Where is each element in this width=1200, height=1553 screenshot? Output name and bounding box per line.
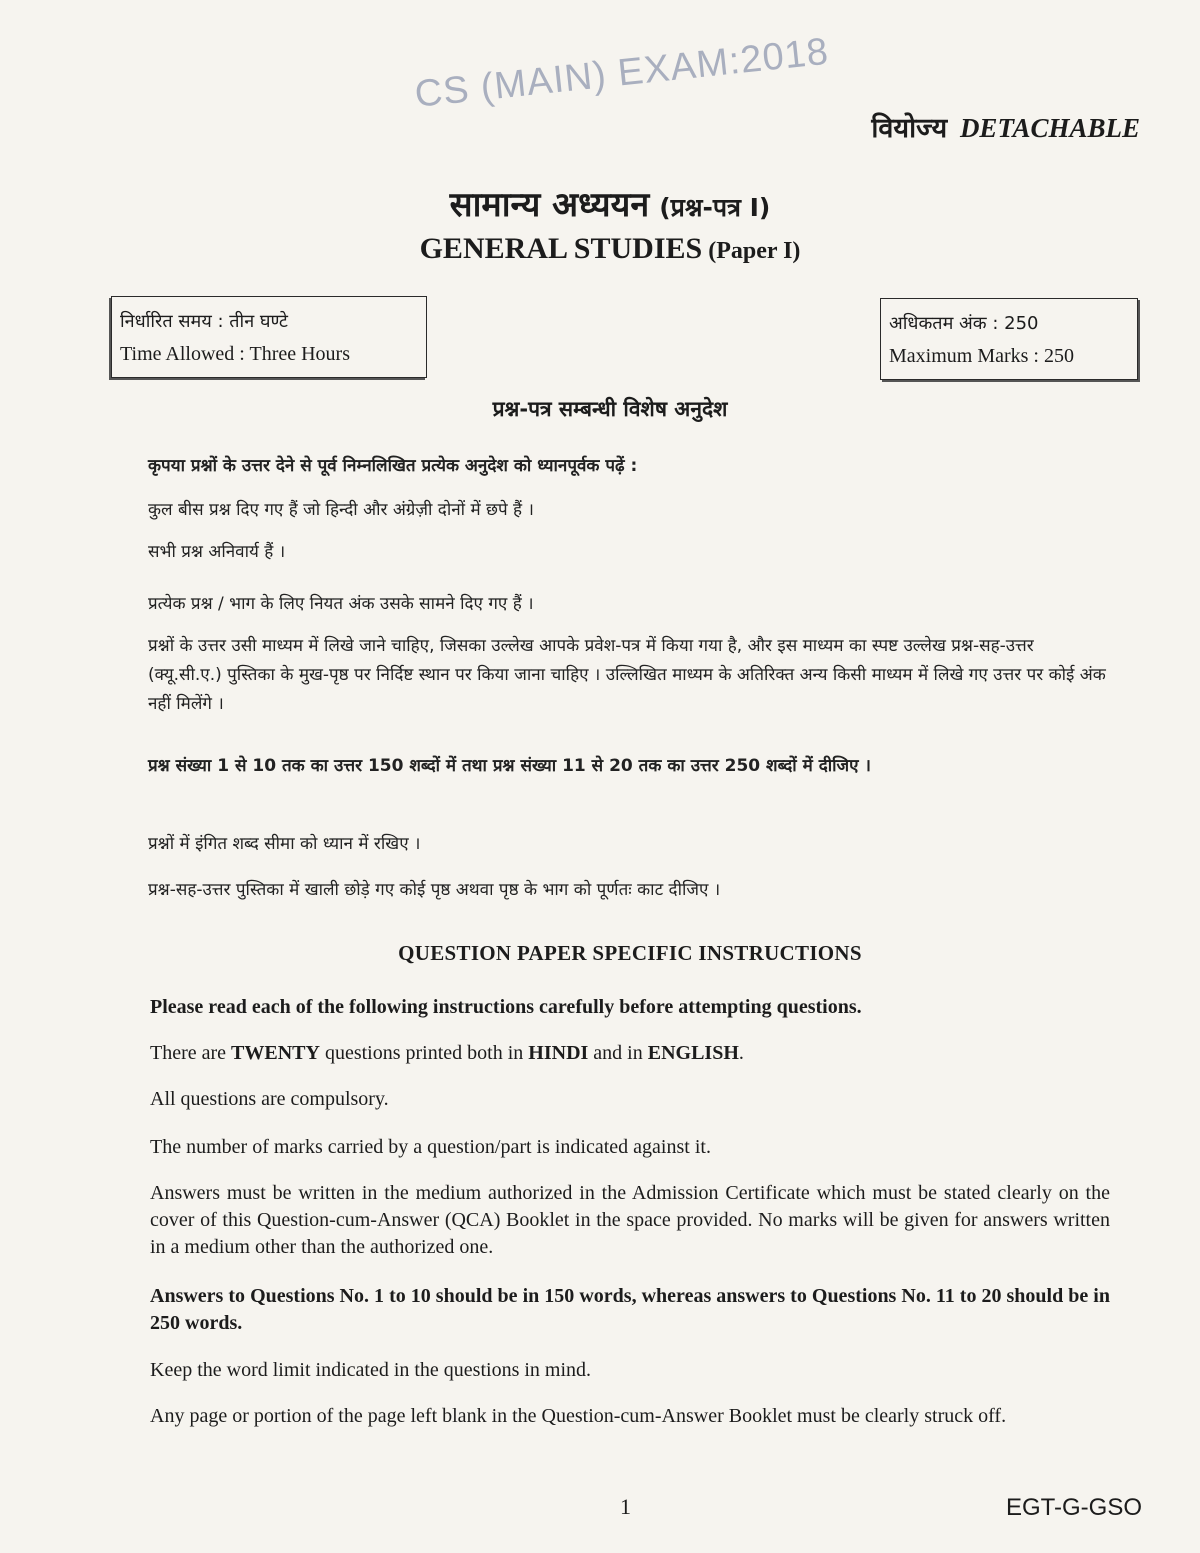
time-allowed-box [111,296,427,378]
detachable-hindi: वियोज्य [871,113,948,143]
english-instructions-heading: QUESTION PAPER SPECIFIC INSTRUCTIONS [398,941,862,965]
exam-stamp: CS (MAIN) EXAM:2018 [412,30,831,116]
title-english [0,232,1200,266]
hindi-instruction-item: प्रश्नों के उत्तर उसी माध्यम में लिखे जाने चाहिए, जिसका उल्लेख आपके प्रवेश-पत्र में किया गया है, और इस माध्यम का स्पष्ट उल्लेख प्रश्न-सह-उत्तर (क्यू.सी.ए.) पुस्तिका के मुख-पृष्ठ पर निर्दिष्ट स्थान पर किया जाना चाहिए । उल्लिखित माध्यम के अतिरिक्त अन्य किसी माध्यम में लिखे गए उत्तर पर कोई अंक नहीं मिलेंगे । [148,636,1106,714]
title-english-text: GENERAL STUDIES [419,232,703,265]
time-allowed-hindi: निर्धारित समय : तीन घण्टे [120,311,288,332]
hindi-instruction-item: प्रश्न संख्या 1 से 10 तक का उत्तर 150 शब्दों में तथा प्रश्न संख्या 11 से 20 तक का उत्तर 250 शब्दों में दीजिए । [148,756,871,776]
hindi-instructions-heading: प्रश्न-पत्र सम्बन्धी विशेष अनुदेश [492,397,728,421]
english-instruction-item: Answers must be written in the medium authorized in the Admission Certificate which must be stated clearly on the cover of this Question-cum-Answer (QCA) Booklet in the space provided. No marks will be given for answers written in a medium other than the authorized one. [150,1182,1110,1258]
hindi-intro: कृपया प्रश्नों के उत्तर देने से पूर्व निम्नलिखित प्रत्येक अनुदेश को ध्यानपूर्वक पढ़ें : [148,456,638,476]
hindi-instruction-item: कुल बीस प्रश्न दिए गए हैं जो हिन्दी और अंग्रेज़ी दोनों में छपे हैं । [148,500,534,520]
title-hindi-paper: (प्रश्न-पत्र I) [659,193,771,222]
english-instruction-item: There are TWENTY questions printed both in HINDI and in ENGLISH. [150,1042,744,1064]
english-intro: Please read each of the following instructions carefully before attempting questions. [150,996,862,1018]
title-hindi-text: सामान्य अध्ययन [449,185,650,225]
english-instruction-item: All questions are compulsory. [150,1088,389,1110]
page-number: 1 [620,1494,631,1519]
hindi-instruction-item: सभी प्रश्न अनिवार्य हैं । [148,542,286,562]
time-allowed-english: Time Allowed : Three Hours [120,343,350,365]
hindi-instruction-item: प्रश्न-सह-उत्तर पुस्तिका में खाली छोड़े गए कोई पृष्ठ अथवा पृष्ठ के भाग को पूर्णतः काट दीजिए । [148,880,721,900]
english-instruction-item: The number of marks carried by a question/part is indicated against it. [150,1136,711,1158]
hindi-instruction-item: प्रत्येक प्रश्न / भाग के लिए नियत अंक उसके सामने दिए गए हैं । [148,594,534,614]
detachable-label [871,108,1140,145]
maximum-marks-box [880,298,1138,380]
english-instruction-item: Answers to Questions No. 1 to 10 should be in 150 words, whereas answers to Questions No. 11 to 20 should be in 250 words. [150,1285,1110,1334]
title-english-paper: (Paper I) [708,238,801,264]
title-hindi [0,180,1200,226]
english-instruction-item: Any page or portion of the page left blank in the Question-cum-Answer Booklet must be clearly struck off. [150,1405,1007,1427]
english-instruction-item: Keep the word limit indicated in the questions in mind. [150,1359,592,1381]
detachable-english: DETACHABLE [959,113,1140,143]
maximum-marks-english: Maximum Marks : 250 [889,345,1074,367]
maximum-marks-hindi: अधिकतम अंक : 250 [889,313,1039,334]
hindi-instruction-item: प्रश्नों में इंगित शब्द सीमा को ध्यान में रखिए । [148,834,421,854]
paper-code: EGT-G-GSO [1005,1494,1142,1521]
